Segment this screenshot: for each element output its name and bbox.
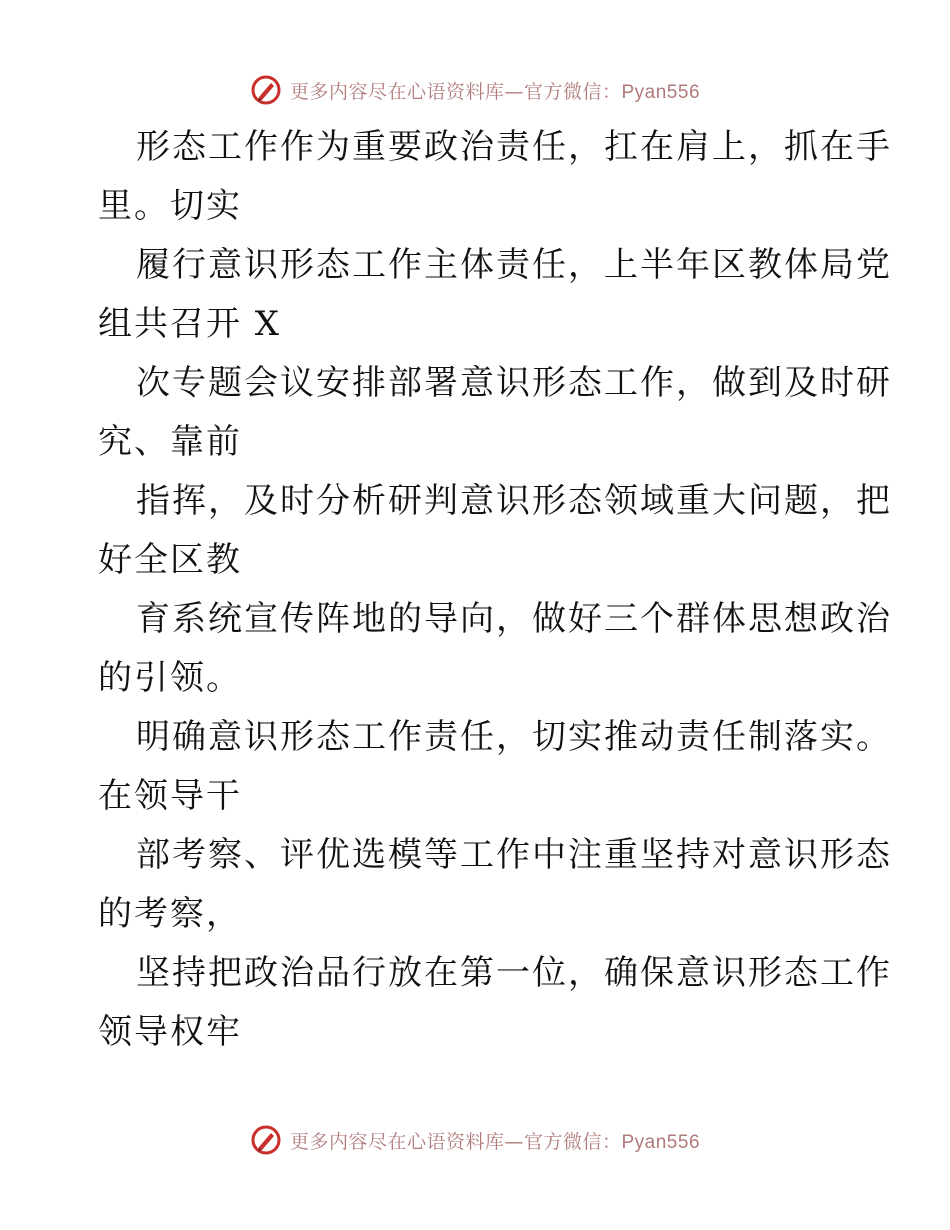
body-text-line: 部考察、评优选模等工作中注重坚持对意识形态 xyxy=(136,835,892,875)
header-banner-text: 更多内容尽在心语资料库—官方微信：Pyan556 xyxy=(289,80,701,103)
footer-watermark-banner xyxy=(0,1120,950,1160)
footer-banner-text: 更多内容尽在心语资料库—官方微信：Pyan556 xyxy=(289,1130,701,1153)
body-text-line: 组共召开 X xyxy=(98,304,282,344)
body-text-line: 形态工作作为重要政治责任，扛在肩上，抓在手 xyxy=(136,127,892,167)
body-text-line: 好全区教 xyxy=(98,540,242,580)
body-text-line: 次专题会议安排部署意识形态工作，做到及时研 xyxy=(136,363,892,403)
body-text-line: 坚持把政治品行放在第一位，确保意识形态工作 xyxy=(136,953,892,993)
body-text-line: 究、靠前 xyxy=(98,422,242,462)
body-text-line: 明确意识形态工作责任，切实推动责任制落实。 xyxy=(136,717,892,757)
body-text-line: 领导权牢 xyxy=(98,1012,242,1052)
body-text-line: 履行意识形态工作主体责任，上半年区教体局党 xyxy=(136,245,892,285)
body-text-line: 育系统宣传阵地的导向，做好三个群体思想政治 xyxy=(136,599,892,639)
document-body xyxy=(98,118,892,1062)
header-watermark-banner xyxy=(0,70,950,110)
body-text-line: 在领导干 xyxy=(98,776,242,816)
pen-logo-icon xyxy=(250,74,282,106)
body-text-line: 里。切实 xyxy=(98,186,242,226)
pen-logo-icon xyxy=(250,1124,282,1156)
body-text-line: 指挥，及时分析研判意识形态领域重大问题，把 xyxy=(136,481,892,521)
body-text-line: 的考察， xyxy=(98,894,242,934)
body-text-line: 的引领。 xyxy=(98,658,242,698)
